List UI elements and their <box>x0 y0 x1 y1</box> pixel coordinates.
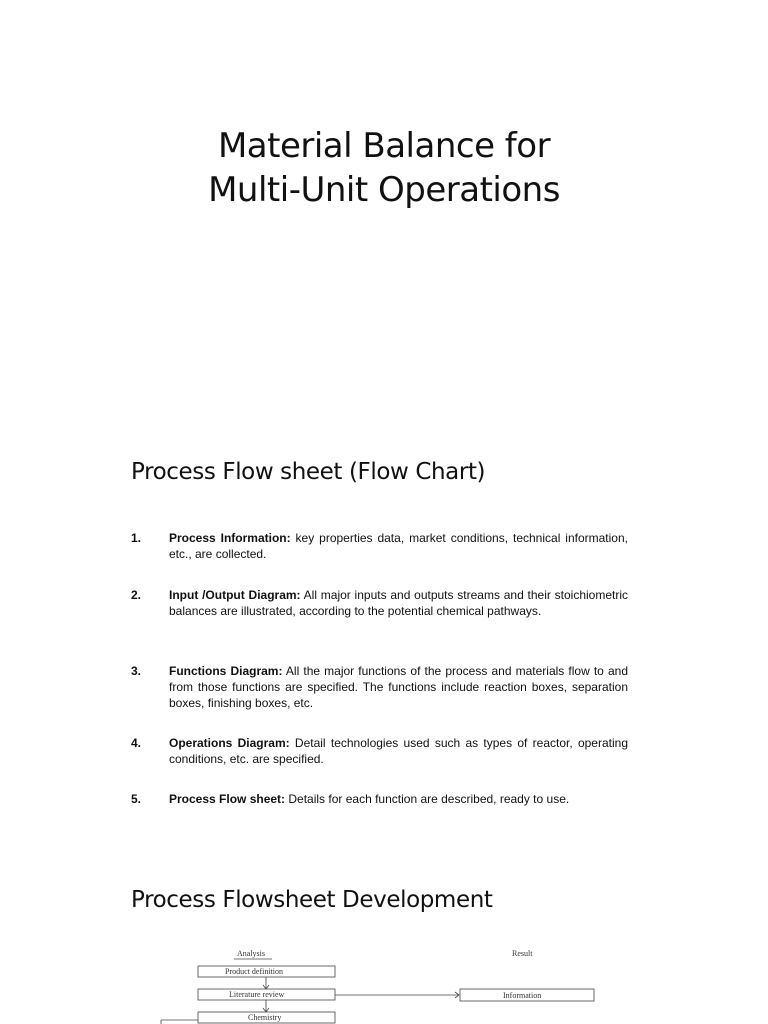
step-text <box>169 530 628 562</box>
label-chemistry: Chemistry <box>248 1013 282 1022</box>
step-description: key properties data, market conditions, technical information, etc., are collected. <box>169 531 628 561</box>
step-text <box>169 791 628 807</box>
step-text <box>169 663 628 711</box>
step-item <box>131 530 628 562</box>
title-line-1: Material Balance for <box>217 126 551 166</box>
step-label: Process Information: <box>169 531 291 545</box>
step-number: 1. <box>131 531 142 545</box>
step-label: Input /Output Diagram: <box>169 588 301 602</box>
step-description: All major inputs and outputs streams and their stoichiometric balances are illustrated, according to the potential chemical pathways. <box>169 588 629 618</box>
section-heading-flow-sheet: Process Flow sheet (Flow Chart) <box>131 459 486 485</box>
label-literature-review: Literature review <box>229 990 285 999</box>
step-item <box>131 587 628 619</box>
step-number: 5. <box>131 792 142 806</box>
step-item <box>131 663 628 711</box>
title-line-2: Multi-Unit Operations <box>208 170 560 210</box>
step-number: 3. <box>131 664 142 678</box>
page-title <box>0 124 768 212</box>
step-label: Operations Diagram: <box>169 736 290 750</box>
label-result: Result <box>512 949 533 958</box>
flowsheet-diagram <box>155 946 605 1024</box>
step-item <box>131 791 628 807</box>
label-information: Information <box>503 991 542 1000</box>
diagram-lines <box>155 946 605 1024</box>
label-analysis: Analysis <box>237 949 265 958</box>
step-description: Detail technologies used such as types of reactor, operating conditions, etc. are specified. <box>169 736 628 766</box>
section-heading-flowsheet-development: Process Flowsheet Development <box>131 887 493 913</box>
label-product-definition: Product definition <box>225 967 283 976</box>
step-text <box>169 587 628 619</box>
step-text <box>169 735 628 767</box>
step-number: 4. <box>131 736 142 750</box>
step-label: Process Flow sheet: <box>169 792 286 806</box>
step-description: All the major functions of the process and materials flow to and from those functions are specified. The functions include reaction boxes, separation boxes, finishing boxes, etc. <box>169 664 628 710</box>
step-number: 2. <box>131 588 142 602</box>
step-item <box>131 735 628 767</box>
step-description: Details for each function are described, ready to use. <box>285 792 570 806</box>
step-label: Functions Diagram: <box>169 664 283 678</box>
